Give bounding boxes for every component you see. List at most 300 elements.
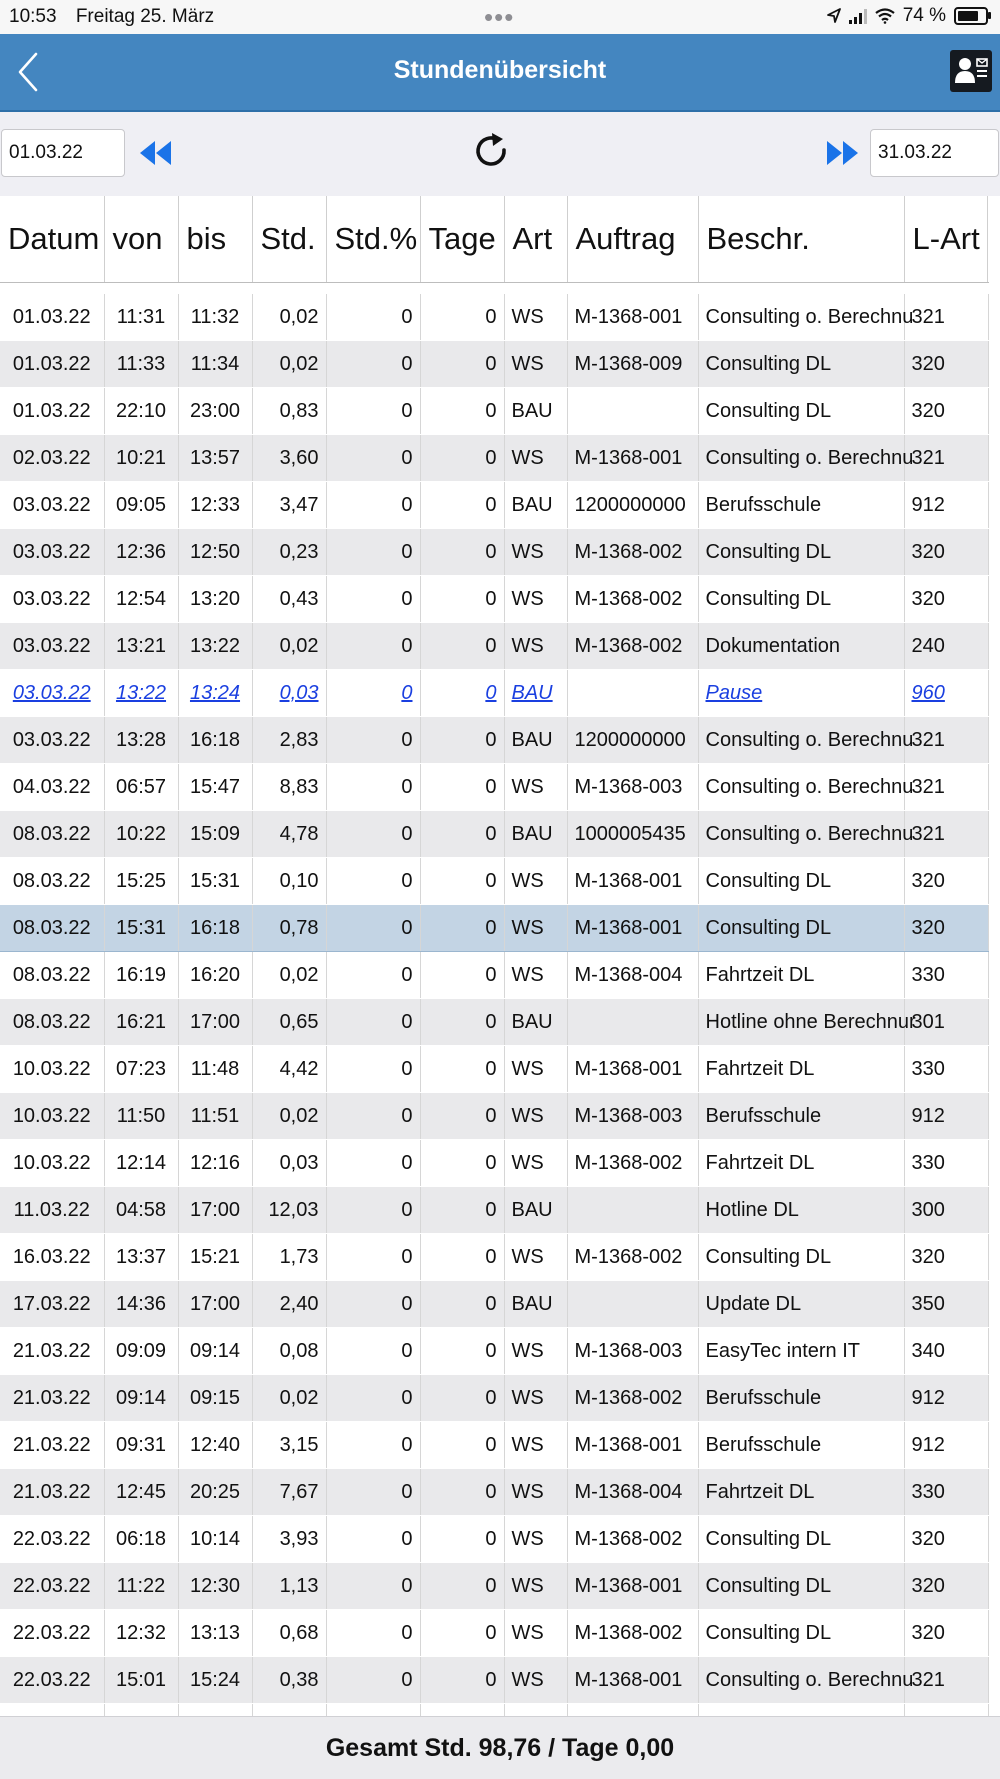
cell-order: 1200000000 — [567, 717, 698, 764]
date-from-input[interactable] — [1, 129, 125, 177]
cell-wage-type: 321 — [904, 435, 988, 482]
cell-hours: 3,60 — [252, 435, 326, 482]
cell-days: 0 — [420, 1328, 504, 1375]
cell-order: M-1368-003 — [567, 1093, 698, 1140]
cell-hours-percent: 0 — [326, 999, 420, 1046]
cell-description: Consulting DL — [698, 529, 904, 576]
cell-wage-type: 912 — [904, 482, 988, 529]
cell-type: BAU — [504, 811, 567, 858]
cell-type: WS — [504, 952, 567, 999]
cell-days: 0 — [420, 1234, 504, 1281]
cell-wage-type: 350 — [904, 1281, 988, 1328]
cell-hours: 0,02 — [252, 1375, 326, 1422]
status-date: Freitag 25. März — [75, 6, 215, 27]
table-row[interactable] — [0, 1140, 988, 1187]
cell-type: WS — [504, 1234, 567, 1281]
cell-hours-percent: 0 — [326, 858, 420, 905]
cell-hours: 4,78 — [252, 811, 326, 858]
cell-to: 20:25 — [178, 1469, 252, 1516]
cell-type: BAU — [504, 1187, 567, 1234]
cell-description: Hotline ohne Berechnur — [698, 999, 904, 1046]
totals-footer: Gesamt Std. 98,76 / Tage 0,00 — [0, 1716, 1000, 1779]
cell-to: 17:00 — [178, 1281, 252, 1328]
cell-type: WS — [504, 1610, 567, 1657]
cell-from: 09:09 — [104, 1328, 178, 1375]
status-right — [827, 5, 988, 27]
cell-hours-percent: 0 — [326, 388, 420, 435]
cell-wage-type: 330 — [904, 1469, 988, 1516]
table-row[interactable] — [0, 1187, 988, 1234]
previous-period-button[interactable] — [138, 138, 178, 168]
cell-days: 0 — [420, 576, 504, 623]
table-row[interactable] — [0, 341, 988, 388]
cell-hours-percent: 0 — [326, 1234, 420, 1281]
cell-hours: 0,02 — [252, 1093, 326, 1140]
cell-order: M-1368-001 — [567, 858, 698, 905]
cell-type: WS — [504, 1516, 567, 1563]
cell-from: 10:22 — [104, 811, 178, 858]
cell-type: WS — [504, 1046, 567, 1093]
cell-description: Fahrtzeit DL — [698, 952, 904, 999]
cell-type: WS — [504, 764, 567, 811]
cell-hours: 0,78 — [252, 905, 326, 952]
multitasking-dots-icon[interactable]: ••• — [484, 2, 515, 32]
cell-hours-percent: 0 — [326, 1140, 420, 1187]
cell-days: 0 — [420, 1610, 504, 1657]
table-row[interactable] — [0, 717, 988, 764]
cell-from: 16:21 — [104, 999, 178, 1046]
cell-date: 03.03.22 — [0, 717, 104, 764]
cell-type: WS — [504, 1422, 567, 1469]
cell-days: 0 — [420, 999, 504, 1046]
cell-description: Consulting DL — [698, 1610, 904, 1657]
column-header-std[interactable]: Std. — [252, 196, 326, 283]
cell-to: 16:18 — [178, 717, 252, 764]
cell-wage-type: 320 — [904, 388, 988, 435]
cell-to: 09:15 — [178, 1375, 252, 1422]
cell-wage-type: 912 — [904, 1375, 988, 1422]
cell-order — [567, 1187, 698, 1234]
cell-description: Fahrtzeit DL — [698, 1140, 904, 1187]
cell-type: BAU — [504, 670, 567, 717]
cell-order: M-1368-001 — [567, 1563, 698, 1610]
cell-description: Fahrtzeit DL — [698, 1046, 904, 1093]
cell-order: M-1368-002 — [567, 1234, 698, 1281]
table-row[interactable] — [0, 858, 988, 905]
cell-days: 0 — [420, 811, 504, 858]
cell-to: 11:48 — [178, 1046, 252, 1093]
cell-order: M-1368-001 — [567, 1046, 698, 1093]
cell-from: 13:37 — [104, 1234, 178, 1281]
cell-type: WS — [504, 435, 567, 482]
header-scroll-spacer — [987, 196, 1000, 282]
cell-days: 0 — [420, 717, 504, 764]
rewind-icon — [138, 138, 174, 168]
cell-wage-type: 300 — [904, 1187, 988, 1234]
table-row[interactable] — [0, 1281, 988, 1328]
cell-type: BAU — [504, 717, 567, 764]
table-row[interactable] — [0, 294, 988, 341]
cell-date: 08.03.22 — [0, 952, 104, 999]
table-row[interactable] — [0, 1422, 988, 1469]
cell-to: 13:20 — [178, 576, 252, 623]
cell-description: Consulting o. Berechnu — [698, 294, 904, 341]
cell-days: 0 — [420, 623, 504, 670]
table-row[interactable] — [0, 764, 988, 811]
cell-date: 08.03.22 — [0, 811, 104, 858]
cell-date: 08.03.22 — [0, 858, 104, 905]
column-header-l-art[interactable]: L-Art — [904, 196, 988, 283]
cell-type: WS — [504, 1093, 567, 1140]
cell-days: 0 — [420, 482, 504, 529]
column-header-beschr[interactable]: Beschr. — [698, 196, 904, 283]
cell-days: 0 — [420, 529, 504, 576]
cell-description: Consulting o. Berechnu — [698, 435, 904, 482]
cell-hours: 0,38 — [252, 1657, 326, 1704]
cell-hours-percent: 0 — [326, 1375, 420, 1422]
date-range-toolbar — [0, 112, 1000, 196]
cell-to: 23:00 — [178, 388, 252, 435]
table-row[interactable] — [0, 1234, 988, 1281]
cell-date: 21.03.22 — [0, 1469, 104, 1516]
cell-hours: 0,65 — [252, 999, 326, 1046]
cell-days: 0 — [420, 1375, 504, 1422]
column-header-tage[interactable]: Tage — [420, 196, 504, 283]
cell-hours-percent: 0 — [326, 1093, 420, 1140]
cell-hours-percent: 0 — [326, 623, 420, 670]
cell-from: 07:23 — [104, 1046, 178, 1093]
cell-days: 0 — [420, 1563, 504, 1610]
date-to-input[interactable] — [870, 129, 999, 177]
cell-to: 13:24 — [178, 670, 252, 717]
cell-days: 0 — [420, 1422, 504, 1469]
table-row[interactable] — [0, 1563, 988, 1610]
cell-type: WS — [504, 905, 567, 952]
cell-hours: 1,13 — [252, 1563, 326, 1610]
cell-from: 16:19 — [104, 952, 178, 999]
cell-type: BAU — [504, 1281, 567, 1328]
cell-days: 0 — [420, 1046, 504, 1093]
table-row[interactable] — [0, 623, 988, 670]
cell-hours: 0,02 — [252, 294, 326, 341]
cell-order: M-1368-002 — [567, 1140, 698, 1187]
cell-hours-percent: 0 — [326, 1187, 420, 1234]
cell-date: 04.03.22 — [0, 764, 104, 811]
cell-to: 17:00 — [178, 1187, 252, 1234]
cell-hours-percent: 0 — [326, 576, 420, 623]
table-row[interactable] — [0, 952, 988, 999]
navigation-bar — [0, 34, 1000, 112]
cell-wage-type: 321 — [904, 1657, 988, 1704]
cell-order: M-1368-001 — [567, 1657, 698, 1704]
cell-hours: 0,43 — [252, 576, 326, 623]
cell-type: WS — [504, 1657, 567, 1704]
cell-to: 15:47 — [178, 764, 252, 811]
next-period-button[interactable] — [824, 138, 864, 168]
cell-hours: 12,03 — [252, 1187, 326, 1234]
cell-order — [567, 388, 698, 435]
cell-hours: 0,83 — [252, 388, 326, 435]
cell-date: 08.03.22 — [0, 905, 104, 952]
cell-description: EasyTec intern IT — [698, 1328, 904, 1375]
cell-date: 22.03.22 — [0, 1610, 104, 1657]
cell-to: 11:34 — [178, 341, 252, 388]
cell-date: 22.03.22 — [0, 1563, 104, 1610]
cell-type: WS — [504, 341, 567, 388]
table-row[interactable] — [0, 905, 988, 952]
cell-type: WS — [504, 576, 567, 623]
cell-order: M-1368-001 — [567, 905, 698, 952]
cell-from: 13:28 — [104, 717, 178, 764]
table-row[interactable] — [0, 1469, 988, 1516]
cell-date: 03.03.22 — [0, 576, 104, 623]
cell-description: Berufsschule — [698, 482, 904, 529]
cell-days: 0 — [420, 670, 504, 717]
table-header-row — [0, 196, 988, 283]
cell-from: 04:58 — [104, 1187, 178, 1234]
table-row[interactable] — [0, 1328, 988, 1375]
cell-wage-type: 960 — [904, 670, 988, 717]
cell-days: 0 — [420, 341, 504, 388]
cell-hours: 1,73 — [252, 1234, 326, 1281]
table-row[interactable] — [0, 435, 988, 482]
cell-wage-type: 321 — [904, 764, 988, 811]
column-header-std[interactable]: Std.% — [326, 196, 420, 283]
cell-wage-type: 330 — [904, 952, 988, 999]
battery-icon — [954, 7, 988, 25]
cell-wage-type: 320 — [904, 1516, 988, 1563]
cell-from: 11:22 — [104, 1563, 178, 1610]
cell-description: Consulting o. Berechnu — [698, 717, 904, 764]
cell-description: Hotline DL — [698, 1187, 904, 1234]
cell-from: 06:18 — [104, 1516, 178, 1563]
cell-date: 21.03.22 — [0, 1422, 104, 1469]
table-row[interactable] — [0, 482, 988, 529]
column-header-art[interactable]: Art — [504, 196, 567, 283]
cell-wage-type: 320 — [904, 1563, 988, 1610]
cell-to: 10:14 — [178, 1516, 252, 1563]
battery-percent: 74 % — [902, 5, 946, 26]
cell-type: WS — [504, 1140, 567, 1187]
cell-from: 13:22 — [104, 670, 178, 717]
cell-wage-type: 320 — [904, 576, 988, 623]
cell-days: 0 — [420, 952, 504, 999]
cell-description: Consulting DL — [698, 1563, 904, 1610]
page-title: Stundenübersicht — [393, 56, 607, 84]
cell-hours-percent: 0 — [326, 1422, 420, 1469]
cell-date: 16.03.22 — [0, 1234, 104, 1281]
cell-wage-type: 321 — [904, 294, 988, 341]
reload-button[interactable] — [474, 130, 510, 172]
table-row[interactable] — [0, 1046, 988, 1093]
cell-hours: 0,02 — [252, 952, 326, 999]
cell-hours: 3,47 — [252, 482, 326, 529]
cell-type: WS — [504, 1328, 567, 1375]
cell-from: 15:31 — [104, 905, 178, 952]
cell-to: 15:09 — [178, 811, 252, 858]
cell-wage-type: 320 — [904, 1234, 988, 1281]
status-bar — [0, 0, 1000, 34]
cell-days: 0 — [420, 1516, 504, 1563]
cell-date: 03.03.22 — [0, 623, 104, 670]
cell-from: 12:14 — [104, 1140, 178, 1187]
cell-wage-type: 330 — [904, 1046, 988, 1093]
cell-hours-percent: 0 — [326, 294, 420, 341]
cell-type: WS — [504, 1375, 567, 1422]
cell-wage-type: 320 — [904, 905, 988, 952]
cell-order — [567, 999, 698, 1046]
cell-order: M-1368-002 — [567, 623, 698, 670]
cell-date: 03.03.22 — [0, 529, 104, 576]
cell-description: Berufsschule — [698, 1375, 904, 1422]
cell-from: 14:36 — [104, 1281, 178, 1328]
location-icon — [827, 8, 841, 24]
cell-description: Fahrtzeit DL — [698, 1469, 904, 1516]
status-time: 10:53 — [9, 6, 57, 27]
cell-type: BAU — [504, 482, 567, 529]
cell-date: 10.03.22 — [0, 1046, 104, 1093]
cell-order: M-1368-002 — [567, 529, 698, 576]
cell-description: Dokumentation — [698, 623, 904, 670]
cell-order: M-1368-001 — [567, 1422, 698, 1469]
cell-date: 01.03.22 — [0, 294, 104, 341]
cell-days: 0 — [420, 388, 504, 435]
cell-type: WS — [504, 858, 567, 905]
table-row[interactable] — [0, 1610, 988, 1657]
cell-order: 1200000000 — [567, 482, 698, 529]
cell-to: 12:16 — [178, 1140, 252, 1187]
cell-wage-type: 320 — [904, 858, 988, 905]
cell-from: 12:32 — [104, 1610, 178, 1657]
cell-to: 12:33 — [178, 482, 252, 529]
cell-hours: 8,83 — [252, 764, 326, 811]
table-row[interactable] — [0, 670, 988, 717]
cell-date: 10.03.22 — [0, 1140, 104, 1187]
cell-wage-type: 320 — [904, 1610, 988, 1657]
cell-to: 12:30 — [178, 1563, 252, 1610]
table-row[interactable] — [0, 1657, 988, 1704]
cell-to: 12:50 — [178, 529, 252, 576]
cell-hours-percent: 0 — [326, 1328, 420, 1375]
cell-hours: 3,15 — [252, 1422, 326, 1469]
cell-wage-type: 330 — [904, 1140, 988, 1187]
column-header-von[interactable]: von — [104, 196, 178, 283]
cell-to: 17:00 — [178, 999, 252, 1046]
column-header-auftrag[interactable]: Auftrag — [567, 196, 698, 283]
cell-description: Consulting DL — [698, 576, 904, 623]
cell-days: 0 — [420, 764, 504, 811]
cell-wage-type: 240 — [904, 623, 988, 670]
table-row[interactable] — [0, 1516, 988, 1563]
cell-from: 09:05 — [104, 482, 178, 529]
cell-order: M-1368-004 — [567, 1469, 698, 1516]
cell-hours: 0,10 — [252, 858, 326, 905]
column-header-bis[interactable]: bis — [178, 196, 252, 283]
cell-hours-percent: 0 — [326, 1281, 420, 1328]
cell-date: 17.03.22 — [0, 1281, 104, 1328]
cell-type: WS — [504, 1563, 567, 1610]
cell-hours: 0,03 — [252, 1140, 326, 1187]
cell-date: 22.03.22 — [0, 1516, 104, 1563]
table-row[interactable] — [0, 999, 988, 1046]
cell-date: 21.03.22 — [0, 1375, 104, 1422]
cell-hours-percent: 0 — [326, 764, 420, 811]
cell-from: 13:21 — [104, 623, 178, 670]
cell-hours: 0,08 — [252, 1328, 326, 1375]
hours-table[interactable] — [0, 196, 1000, 1716]
cell-hours: 0,02 — [252, 623, 326, 670]
table-row[interactable] — [0, 811, 988, 858]
cell-hours-percent: 0 — [326, 1563, 420, 1610]
table-row[interactable] — [0, 388, 988, 435]
cell-hours-percent: 0 — [326, 905, 420, 952]
cell-to: 09:14 — [178, 1328, 252, 1375]
cell-days: 0 — [420, 1140, 504, 1187]
table-row[interactable] — [0, 1375, 988, 1422]
cell-description: Consulting DL — [698, 858, 904, 905]
cell-hours-percent: 0 — [326, 670, 420, 717]
cell-description: Consulting DL — [698, 388, 904, 435]
cell-description: Consulting o. Berechnu — [698, 811, 904, 858]
cell-order: M-1368-002 — [567, 1516, 698, 1563]
cell-to: 11:32 — [178, 294, 252, 341]
contact-card-icon — [950, 50, 992, 92]
cell-type: BAU — [504, 388, 567, 435]
cell-type: WS — [504, 623, 567, 670]
cell-from: 09:31 — [104, 1422, 178, 1469]
cell-date: 22.03.22 — [0, 1657, 104, 1704]
cell-hours-percent: 0 — [326, 482, 420, 529]
cell-to: 15:21 — [178, 1234, 252, 1281]
fast-forward-icon — [824, 138, 860, 168]
cell-hours-percent: 0 — [326, 529, 420, 576]
column-header-datum[interactable]: Datum — [0, 196, 104, 283]
cell-from: 15:01 — [104, 1657, 178, 1704]
cell-wage-type: 321 — [904, 811, 988, 858]
cell-date: 10.03.22 — [0, 1093, 104, 1140]
table-row[interactable] — [0, 529, 988, 576]
cell-to: 15:31 — [178, 858, 252, 905]
cell-hours: 4,42 — [252, 1046, 326, 1093]
cell-to: 13:57 — [178, 435, 252, 482]
cell-date: 03.03.22 — [0, 482, 104, 529]
cell-hours-percent: 0 — [326, 1610, 420, 1657]
cell-wage-type: 320 — [904, 529, 988, 576]
cell-wage-type: 320 — [904, 341, 988, 388]
cell-from: 15:25 — [104, 858, 178, 905]
cell-description: Consulting DL — [698, 1516, 904, 1563]
cell-date: 21.03.22 — [0, 1328, 104, 1375]
cell-date: 03.03.22 — [0, 670, 104, 717]
cell-type: WS — [504, 529, 567, 576]
cell-description: Consulting o. Berechnu — [698, 764, 904, 811]
cell-order: M-1368-004 — [567, 952, 698, 999]
cell-hours-percent: 0 — [326, 1469, 420, 1516]
cell-hours: 0,03 — [252, 670, 326, 717]
cell-order — [567, 670, 698, 717]
table-row[interactable] — [0, 576, 988, 623]
cell-to: 11:51 — [178, 1093, 252, 1140]
table-row[interactable] — [0, 1093, 988, 1140]
cell-type: WS — [504, 294, 567, 341]
cell-order: M-1368-003 — [567, 764, 698, 811]
cell-hours: 2,83 — [252, 717, 326, 764]
reload-icon — [474, 130, 510, 172]
contact-card-button[interactable] — [950, 50, 992, 92]
cell-from: 11:50 — [104, 1093, 178, 1140]
cell-days: 0 — [420, 435, 504, 482]
cell-to: 16:18 — [178, 905, 252, 952]
